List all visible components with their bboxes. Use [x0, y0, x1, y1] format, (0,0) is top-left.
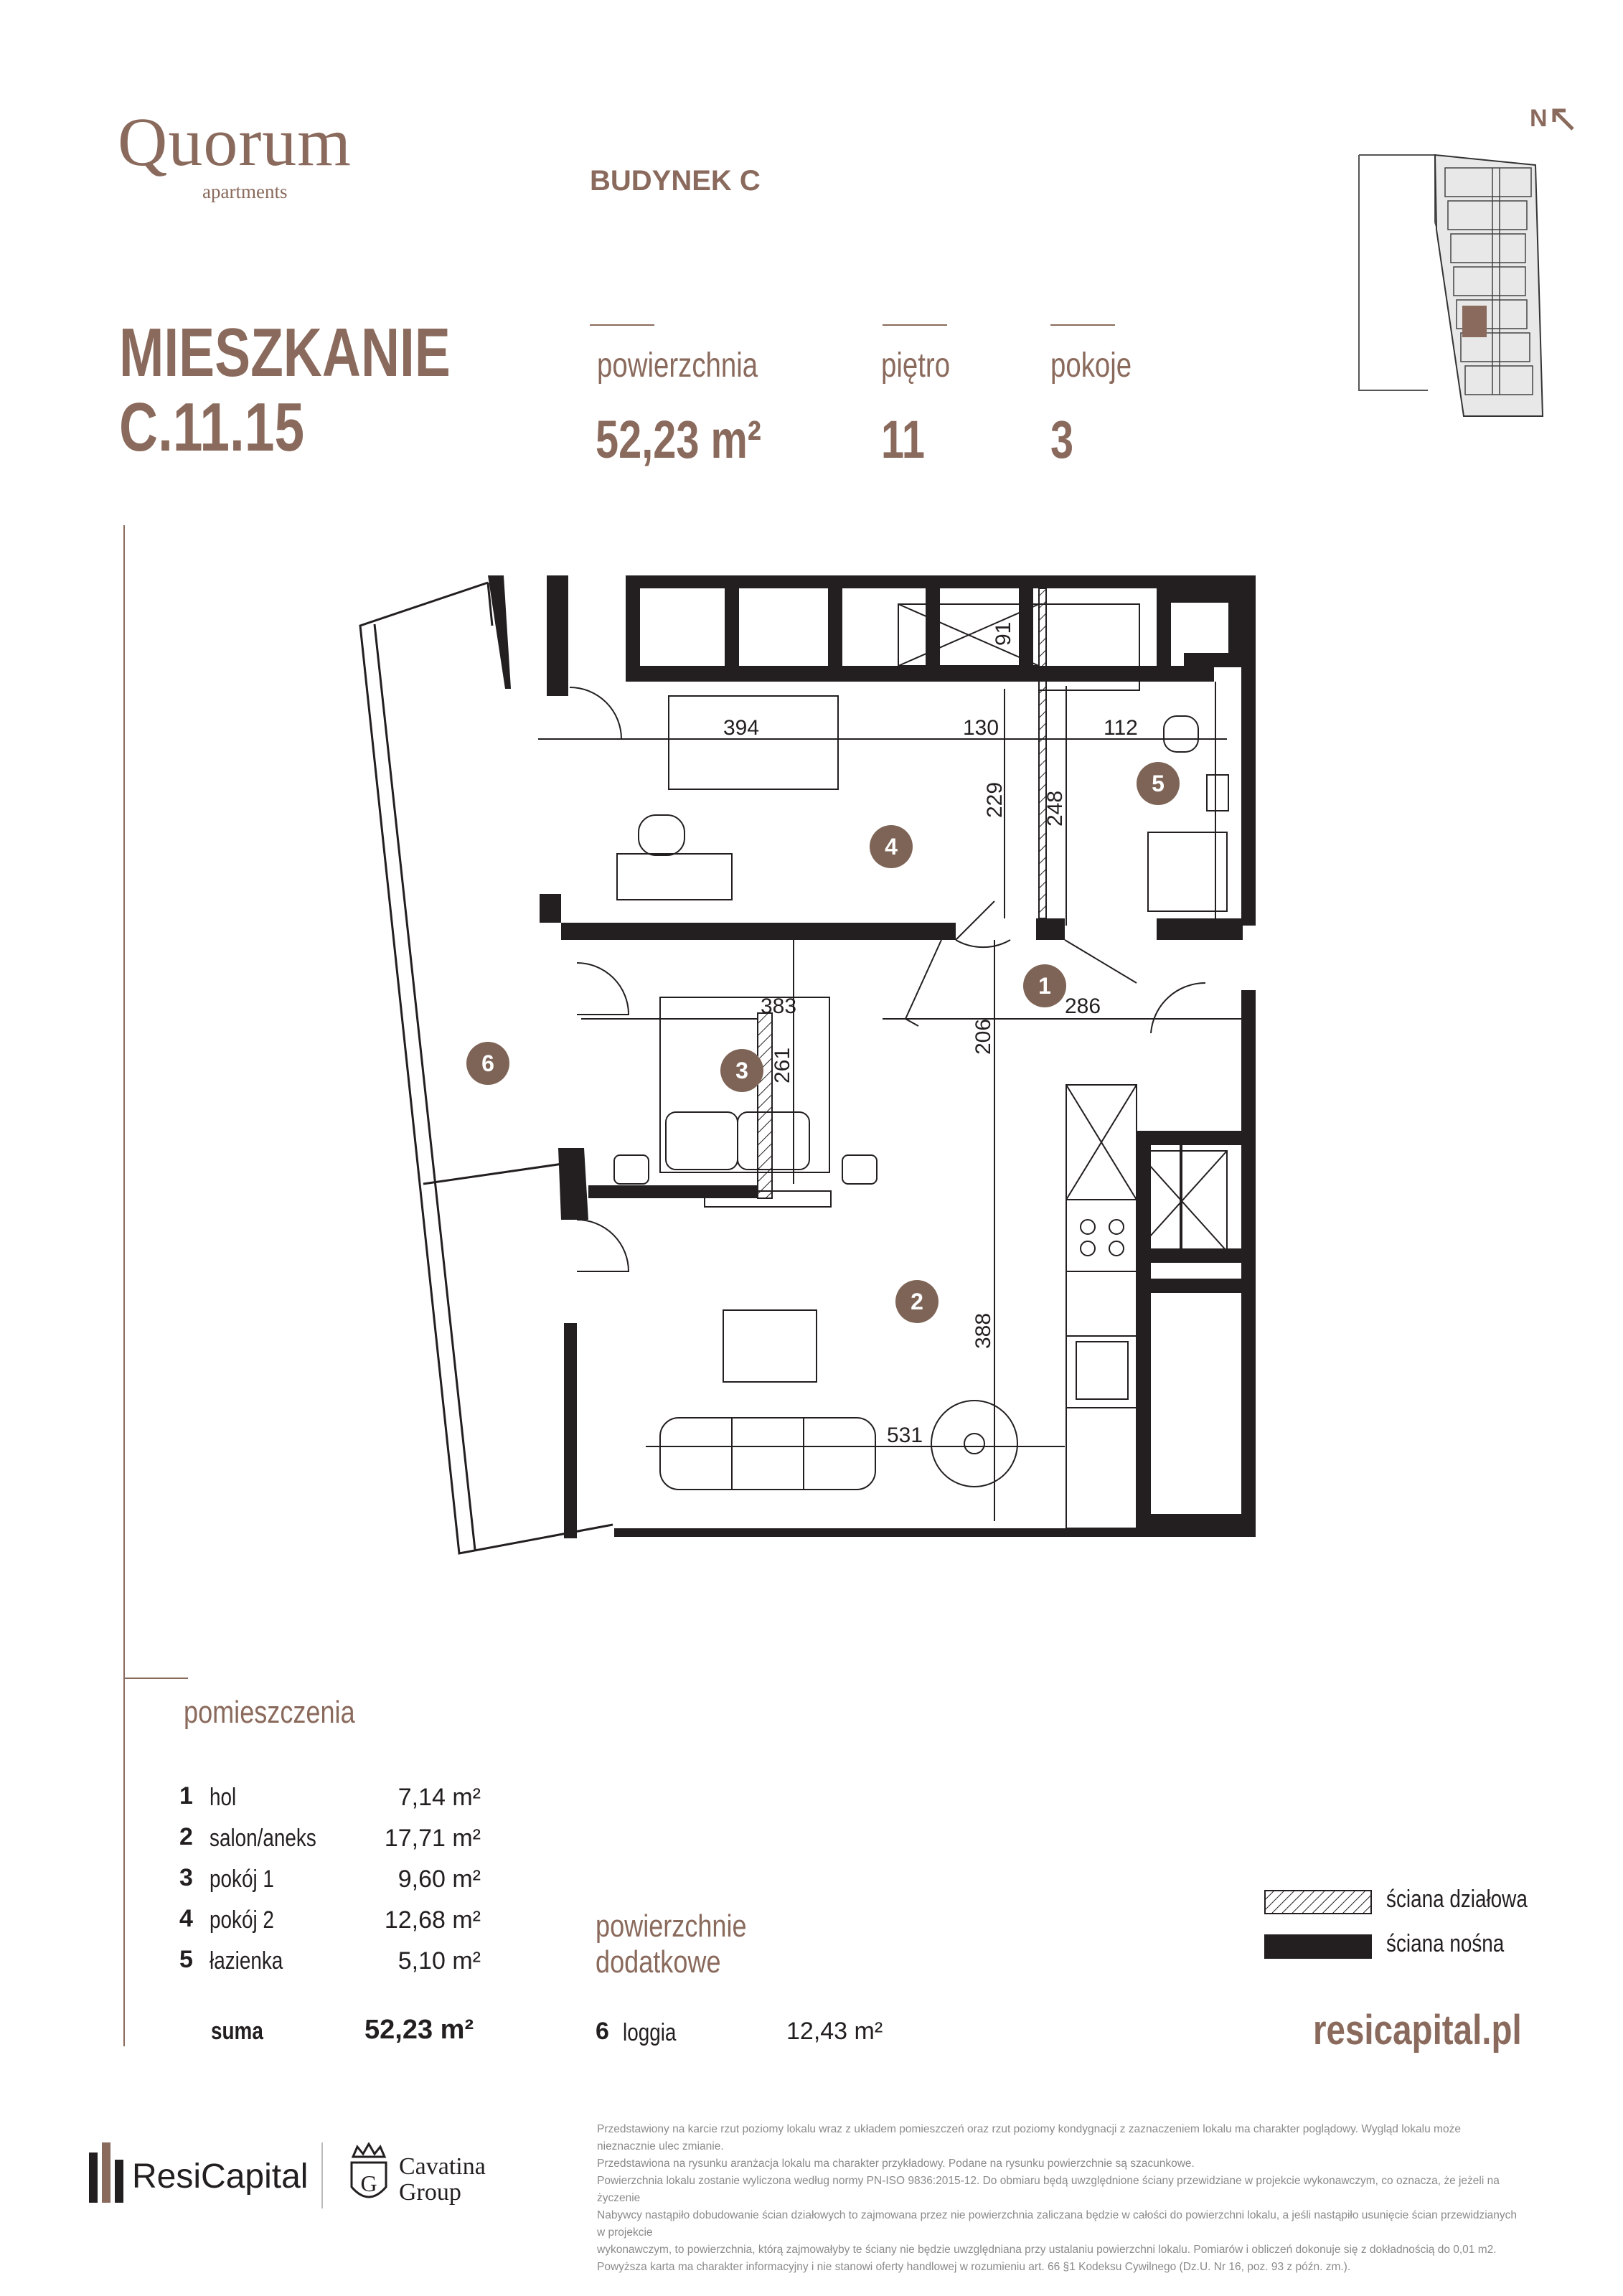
apartment-number: C.11.15 — [119, 389, 305, 466]
stat-divider — [590, 324, 654, 326]
room-number: 5 — [179, 1946, 193, 1973]
room-row — [179, 1946, 481, 1982]
footer-divider — [321, 2142, 323, 2208]
disclaimer-line: wykonawczym, to powierzchnia, którą zajmowałyby te ściany nie będzie uwzględniana przy ustalaniu powierzchni lokalu. Pomiarów i obliczeń dokonuje się z dokładnością do 0,01 m2. — [597, 2244, 1497, 2256]
dim-label: 248 — [1043, 790, 1067, 827]
room-row — [179, 1823, 481, 1859]
dim-label: 388 — [972, 1312, 995, 1349]
room-markers — [466, 762, 1180, 1323]
room-row — [179, 1905, 481, 1941]
brand-logo-sub: apartments — [202, 181, 288, 202]
room-number: 3 — [179, 1864, 193, 1891]
room-area: 17,71 m² — [384, 1825, 481, 1852]
extra-title-line1: powierzchnie — [596, 1909, 747, 1944]
legend-partition-label: ściana działowa — [1386, 1886, 1528, 1913]
cavatina-line1: Cavatina — [399, 2153, 486, 2180]
dim-label: 531 — [887, 1424, 923, 1447]
legend-partition-swatch — [1264, 1890, 1372, 1914]
room-area: 9,60 m² — [397, 1866, 481, 1893]
floor-plan — [344, 560, 1277, 1564]
disclaimer-line: Przedstawiony na karcie rzut poziomy lokalu wraz z układem pomieszczeń oraz rzut poziomy kondygnacji z zaznaczeniem lokalu ma charakter poglądowy. Wygląd lokalu może nieznacznie ulec zmianie. — [597, 2123, 1461, 2152]
resicapital-logo-icon — [89, 2142, 123, 2203]
dim-label: 394 — [723, 716, 760, 740]
rooms-divider — [123, 1678, 188, 1679]
extra-room-number: 6 — [596, 2018, 609, 2045]
dim-label: 91 — [992, 621, 1015, 646]
room-name: pokój 2 — [210, 1906, 274, 1934]
extra-areas-title — [596, 1909, 747, 1980]
dim-label: 286 — [1065, 994, 1101, 1018]
room-marker-label: 5 — [1152, 771, 1165, 796]
cavatina-line2: Group — [399, 2179, 461, 2206]
disclaimer — [597, 2121, 1523, 2276]
stat-divider — [883, 324, 947, 326]
legend-bearing-label: ściana nośna — [1386, 1930, 1505, 1957]
room-number: 1 — [179, 1782, 193, 1810]
key-plan-highlight — [1462, 306, 1487, 337]
room-row — [179, 1864, 481, 1900]
extra-room-area: 12,43 m² — [786, 2018, 883, 2045]
room-area: 7,14 m² — [397, 1784, 481, 1811]
room-name: salon/aneks — [210, 1825, 316, 1852]
website-link[interactable]: resicapital.pl — [1313, 2007, 1522, 2053]
sum-label: suma — [211, 2018, 263, 2045]
room-name: łazienka — [210, 1947, 283, 1975]
room-name: pokój 1 — [210, 1866, 274, 1893]
brand-logo-name: Quorum — [118, 103, 352, 180]
room-marker-label: 6 — [481, 1050, 494, 1076]
dim-label: 229 — [983, 781, 1007, 818]
legend-bearing-swatch — [1264, 1934, 1372, 1959]
left-rule — [123, 525, 125, 2046]
building-key-plan — [1356, 151, 1557, 423]
disclaimer-line: Przedstawiona na rysunku aranżacja lokalu ma charakter przykładowy. Podane na rysunku powierzchnie są szacunkowe. — [597, 2158, 1195, 2170]
disclaimer-line: Powyższa karta ma charakter informacyjny i nie stanowi oferty handlowej w rozumieniu art. 66 §1 Kodeksu Cywilnego (Dz.U. Nr 16, poz. 93 z późn. zm.). — [597, 2261, 1351, 2273]
sum-value: 52,23 m² — [364, 2015, 474, 2045]
room-marker-label: 4 — [885, 834, 898, 860]
disclaimer-line: Powierzchnia lokalu zostanie wyliczona według normy PN-ISO 9836:2015-12. Do obmiaru będą uwzględnione ściany przewidziane w projekcie wykonawczym, co oznacza, że jeżeli na życzenie — [597, 2175, 1500, 2204]
cavatina-crest-icon — [347, 2142, 390, 2208]
stat-value-floor: 11 — [881, 410, 926, 469]
stat-label-floor: piętro — [881, 347, 951, 385]
apartment-title — [119, 316, 451, 465]
room-marker-label: 3 — [735, 1058, 748, 1083]
room-row — [179, 1782, 481, 1818]
dim-label: 112 — [1104, 716, 1138, 740]
extra-title-line2: dodatkowe — [596, 1944, 721, 1980]
building-label: BUDYNEK C — [590, 165, 761, 197]
room-number: 2 — [179, 1823, 193, 1850]
dim-label: 130 — [963, 716, 999, 740]
stat-divider — [1050, 324, 1115, 326]
extra-room-name: loggia — [623, 2019, 677, 2046]
disclaimer-line: Nabywcy nastąpiło dobudowanie ścian działowych to zajmowana przez nie powierzchnia zaliczana będzie w całości do powierzchni lokalu, a jeśli nastąpiło usunięcie ścian przewidzianych w projekcie — [597, 2209, 1518, 2239]
cavatina-name — [399, 2154, 486, 2206]
north-label: N — [1530, 105, 1548, 132]
room-number: 4 — [179, 1905, 193, 1932]
stat-label-rooms: pokoje — [1050, 347, 1132, 385]
room-name: hol — [210, 1784, 237, 1811]
stat-value-area: 52,23 m² — [596, 410, 762, 469]
plan-dimensions — [723, 622, 1138, 1447]
dim-label: 206 — [972, 1018, 995, 1055]
stat-value-rooms: 3 — [1050, 410, 1074, 469]
bearing-walls — [488, 575, 1256, 1538]
svg-text:G: G — [360, 2170, 377, 2196]
dim-label: 261 — [771, 1047, 794, 1083]
resicapital-name: ResiCapital — [132, 2158, 309, 2196]
stat-label-area: powierzchnia — [597, 347, 758, 385]
apartment-title-line1: MIESZKANIE — [119, 314, 451, 391]
room-marker-label: 2 — [911, 1289, 923, 1314]
room-area: 5,10 m² — [397, 1947, 481, 1975]
room-area: 12,68 m² — [384, 1906, 481, 1934]
north-arrow-icon — [1548, 105, 1577, 133]
dim-label: 383 — [761, 994, 797, 1018]
rooms-title: pomieszczenia — [184, 1695, 355, 1730]
room-marker-label: 1 — [1038, 973, 1051, 999]
